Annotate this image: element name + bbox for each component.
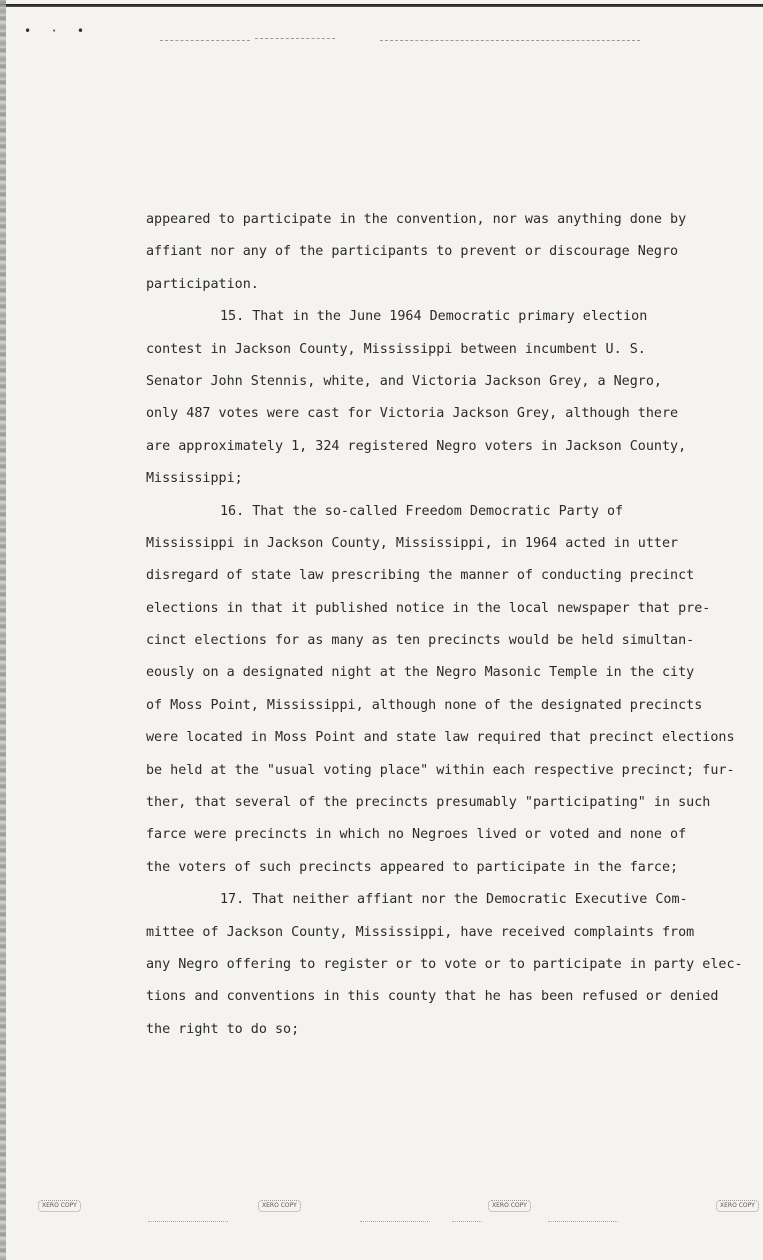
paragraph-17-start: 17. That neither affiant nor the Democratic Executive Com- (220, 892, 688, 908)
paragraph-16-start: 16. That the so-called Freedom Democratic Party of (220, 503, 624, 519)
text-line: contest in Jackson County, Mississippi between incumbent U. S. (146, 341, 646, 357)
text-line: of Moss Point, Mississippi, although none of the designated precincts (146, 697, 703, 713)
text-line: disregard of state law prescribing the manner of conducting precinct (146, 568, 695, 584)
text-line: Senator John Stennis, white, and Victoria Jackson Grey, a Negro, (146, 373, 662, 389)
text-line: were located in Moss Point and state law required that precinct elections (146, 730, 735, 746)
xero-copy-stamp: XERO COPY (716, 1200, 759, 1212)
text-line: Mississippi; (146, 471, 243, 487)
document-body (146, 204, 743, 1046)
footer-rule (360, 1221, 430, 1223)
text-line: the voters of such precincts appeared to participate in the farce; (146, 859, 679, 875)
text-line: elections in that it published notice in the local newspaper that pre- (146, 600, 711, 616)
text-line: participation. (146, 276, 259, 292)
text-line: the right to do so; (146, 1021, 300, 1037)
text-line: appeared to participate in the convention, nor was anything done by (146, 212, 687, 227)
footer-rule (548, 1221, 618, 1223)
text-line: ther, that several of the precincts presumably "participating" in such (146, 795, 711, 811)
text-line: mittee of Jackson County, Mississippi, have received complaints from (146, 924, 695, 940)
text-line: Mississippi in Jackson County, Mississippi, in 1964 acted in utter (146, 535, 679, 551)
text-line: be held at the "usual voting place" within each respective precinct; fur- (146, 762, 735, 778)
xero-copy-stamp: XERO COPY (38, 1200, 81, 1212)
header-rule-left (160, 40, 250, 42)
text-line: tions and conventions in this county that he has been refused or denied (146, 989, 719, 1005)
text-line: affiant nor any of the participants to prevent or discourage Negro (146, 244, 679, 260)
scan-specks: • · • (24, 24, 91, 38)
footer-rule (452, 1221, 482, 1223)
footer-rule (148, 1221, 228, 1223)
header-rule-right (380, 40, 640, 42)
top-rule (0, 4, 763, 7)
text-line: cinct elections for as many as ten precincts would be held simultan- (146, 633, 695, 649)
xero-copy-stamp: XERO COPY (488, 1200, 531, 1212)
scan-left-edge (0, 0, 6, 1260)
text-line: only 487 votes were cast for Victoria Jackson Grey, although there (146, 406, 679, 422)
text-line: eously on a designated night at the Negro Masonic Temple in the city (146, 665, 695, 681)
paragraph-15-start: 15. That in the June 1964 Democratic primary election (220, 309, 648, 325)
xero-copy-stamp: XERO COPY (258, 1200, 301, 1212)
header-rule-mid (255, 38, 335, 40)
text-line: farce were precincts in which no Negroes lived or voted and none of (146, 827, 687, 843)
text-line: are approximately 1, 324 registered Negro voters in Jackson County, (146, 438, 687, 454)
text-line: any Negro offering to register or to vote or to participate in party elec- (146, 956, 743, 972)
